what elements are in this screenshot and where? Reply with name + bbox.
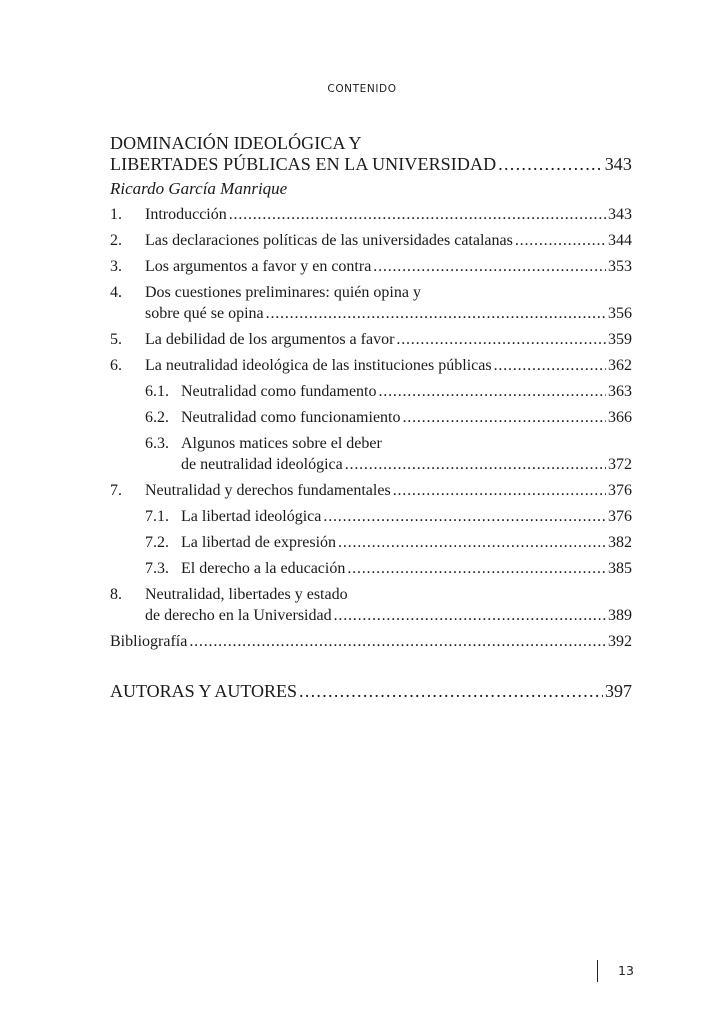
entry-number: 5.	[110, 331, 122, 348]
toc-subentry	[110, 558, 632, 579]
entry-number: 7.3.	[145, 560, 169, 577]
page-number: 344	[608, 232, 632, 249]
dot-leader	[379, 381, 607, 402]
entry-title: El derecho a la educación	[181, 560, 346, 577]
dot-leader	[229, 204, 606, 225]
entry-title: Los argumentos a favor y en contra	[145, 258, 372, 275]
entry-title: Neutralidad como fundamento	[181, 383, 377, 400]
dot-leader	[515, 230, 606, 251]
toc-subentry	[110, 532, 632, 553]
entry-number: 1.	[110, 206, 122, 223]
dot-leader	[498, 154, 603, 175]
page-number: 397	[605, 681, 632, 701]
toc-entry	[110, 355, 632, 376]
dot-leader	[345, 454, 606, 475]
section-title	[110, 133, 632, 175]
page-number: 376	[608, 508, 632, 525]
entry-number: 8.	[110, 586, 122, 603]
entry-title: Neutralidad como funcionamiento	[181, 409, 401, 426]
dot-leader	[334, 605, 606, 626]
entry-number: 6.3.	[145, 435, 169, 452]
entry-title: La neutralidad ideológica de las instituciones públicas	[145, 357, 492, 374]
dot-leader	[494, 355, 606, 376]
dot-leader	[393, 480, 606, 501]
toc-subentry	[110, 506, 632, 527]
page-number: 385	[608, 560, 632, 577]
section-title-line1: DOMINACIÓN IDEOLÓGICA Y	[110, 133, 362, 153]
entry-title: Bibliografía	[110, 633, 188, 650]
running-head: CONTENIDO	[327, 83, 397, 95]
entry-number: 7.1.	[145, 508, 169, 525]
page-number: 372	[608, 456, 632, 473]
entry-title: AUTORAS Y AUTORES	[110, 681, 298, 701]
entry-number: 6.1.	[145, 383, 169, 400]
entry-number: 7.	[110, 482, 122, 499]
dot-leader	[299, 681, 603, 702]
dot-leader	[402, 407, 606, 428]
entry-number: 6.2.	[145, 409, 169, 426]
autores-entry	[110, 681, 632, 702]
entry-title-line1: Algunos matices sobre el deber	[181, 435, 382, 452]
folio-page-number: 13	[618, 963, 634, 978]
dot-leader	[373, 256, 606, 277]
page-number: 376	[608, 482, 632, 499]
dot-leader	[338, 532, 606, 553]
page-number: 362	[608, 357, 632, 374]
entry-number: 7.2.	[145, 534, 169, 551]
page-number: 366	[608, 409, 632, 426]
page-number: 363	[608, 383, 632, 400]
toc-subentry	[110, 407, 632, 428]
entry-title: de derecho en la Universidad	[145, 607, 332, 624]
toc-entry	[110, 230, 632, 251]
toc-entry	[110, 282, 632, 324]
toc-entry	[110, 256, 632, 277]
entry-number: 3.	[110, 258, 122, 275]
entry-title: Neutralidad y derechos fundamentales	[145, 482, 391, 499]
entry-number: 4.	[110, 284, 122, 301]
folio-divider	[597, 960, 598, 982]
entry-title: La libertad de expresión	[181, 534, 337, 551]
page-number: 382	[608, 534, 632, 551]
entry-title: La libertad ideológica	[181, 508, 322, 525]
toc-entry	[110, 329, 632, 350]
entry-title: Las declaraciones políticas de las universidades catalanas	[145, 232, 513, 249]
section-author: Ricardo García Manrique	[110, 179, 288, 198]
dot-leader	[323, 506, 606, 527]
dot-leader	[347, 558, 606, 579]
page-number: 389	[608, 607, 632, 624]
entry-title: Introducción	[145, 206, 227, 223]
entry-number: 2.	[110, 232, 122, 249]
page-number: 343	[604, 154, 632, 174]
bibliography-entry	[110, 631, 632, 652]
page-number: 359	[608, 331, 632, 348]
dot-leader	[396, 329, 606, 350]
table-of-contents	[110, 133, 632, 702]
entry-title: sobre qué se opina	[145, 305, 264, 322]
entry-title: de neutralidad ideológica	[181, 456, 343, 473]
dot-leader	[266, 303, 606, 324]
section-title-line2	[110, 154, 632, 175]
page-number: 343	[608, 206, 632, 223]
entry-title-line1: Dos cuestiones preliminares: quién opina y	[145, 284, 421, 301]
page-number: 353	[608, 258, 632, 275]
entry-title: La debilidad de los argumentos a favor	[145, 331, 395, 348]
toc-subentry	[110, 381, 632, 402]
entry-title-line1: Neutralidad, libertades y estado	[145, 586, 348, 603]
toc-entry	[110, 480, 632, 501]
section-title-text: LIBERTADES PÚBLICAS EN LA UNIVERSIDAD	[110, 154, 497, 174]
entry-number: 6.	[110, 357, 122, 374]
toc-entry	[110, 204, 632, 225]
dot-leader	[189, 631, 606, 652]
page-number: 356	[608, 305, 632, 322]
toc-subentry	[110, 433, 632, 475]
toc-entry	[110, 584, 632, 626]
page-number: 392	[608, 633, 632, 650]
